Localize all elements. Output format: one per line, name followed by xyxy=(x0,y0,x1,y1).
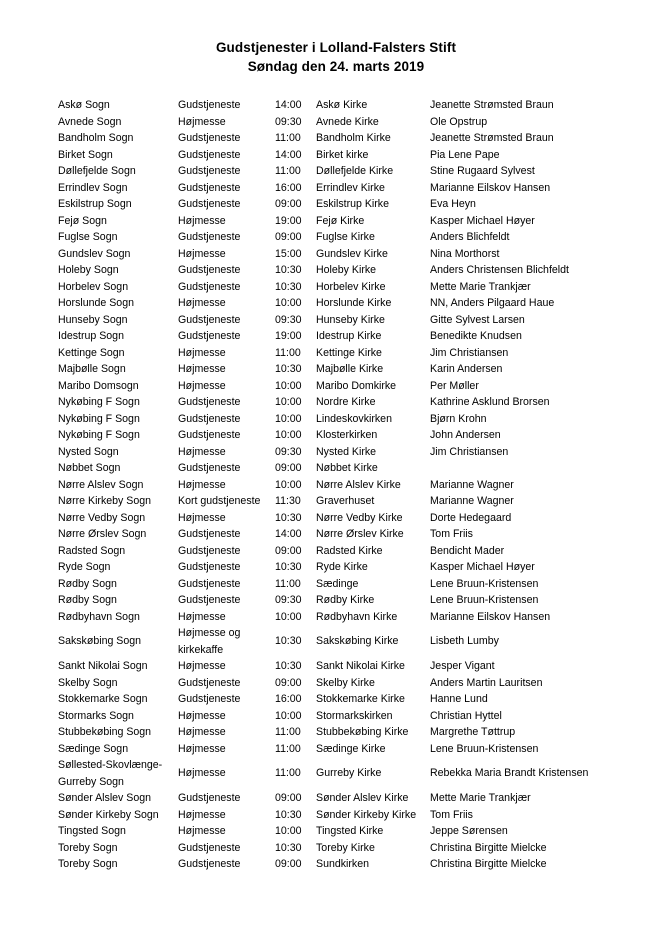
cell-time: 10:30 xyxy=(275,363,302,375)
cell-priest: Jeanette Strømsted Braun xyxy=(430,132,554,144)
cell-time: 09:30 xyxy=(275,445,302,458)
cell-priest: Pia Lene Pape xyxy=(430,148,500,161)
cell-parish: Døllefjelde Sogn xyxy=(58,165,136,177)
table-row xyxy=(58,163,658,180)
cell-parish: Idestrup Sogn xyxy=(58,330,124,342)
cell-church: Klosterkirken xyxy=(316,429,378,441)
cell-parish: Stormarks Sogn xyxy=(58,709,134,722)
cell-service: Højmesse xyxy=(178,346,226,359)
cell-priest xyxy=(430,460,658,477)
cell-parish: Nykøbing F Sogn xyxy=(58,396,140,408)
cell-service: Gudstjeneste xyxy=(178,165,241,177)
cell-service: Højmesse xyxy=(178,297,226,309)
cell-priest: Jim Christiansen xyxy=(430,445,509,458)
cell-service: Gudstjeneste xyxy=(178,792,241,804)
cell-parish: Majbølle Sogn xyxy=(58,363,126,375)
cell-time: 10:00 xyxy=(275,429,302,441)
cell-priest: John Andersen xyxy=(430,429,501,441)
cell-priest: Margrethe Tøttrup xyxy=(430,726,516,738)
table-row xyxy=(58,708,658,725)
cell-priest: Marianne Eilskov Hansen xyxy=(430,610,551,623)
table-row xyxy=(58,180,658,197)
cell-service: Gudstjeneste xyxy=(178,280,241,293)
cell-time: 10:00 xyxy=(275,297,302,309)
cell-priest: Benedikte Knudsen xyxy=(430,330,522,342)
cell-time: 10:30 xyxy=(275,561,302,573)
cell-time: 10:00 xyxy=(275,709,302,722)
cell-priest: Kasper Michael Høyer xyxy=(430,561,535,573)
cell-church: Nøbbet Kirke xyxy=(316,462,378,474)
cell-church: Avnede Kirke xyxy=(316,115,379,128)
cell-parish: Gundslev Sogn xyxy=(58,247,131,260)
cell-service: Gudstjeneste xyxy=(178,561,241,573)
cell-church: Sønder Alslev Kirke xyxy=(316,792,409,804)
table-row xyxy=(58,807,658,824)
cell-church: Askø Kirke xyxy=(316,99,368,111)
cell-time: 11:00 xyxy=(275,726,301,738)
cell-service: Højmesse xyxy=(178,478,226,491)
cell-service: Gudstjeneste xyxy=(178,330,241,342)
schedule-table-body xyxy=(58,97,658,873)
cell-church: Hunseby Kirke xyxy=(316,313,385,326)
document-header xyxy=(0,0,672,76)
cell-parish: Skelby Sogn xyxy=(58,676,118,689)
cell-church: Eskilstrup Kirke xyxy=(316,198,389,210)
cell-priest: Jim Christiansen xyxy=(430,346,509,359)
table-row xyxy=(58,460,658,477)
table-row xyxy=(58,625,658,658)
cell-parish: Birket Sogn xyxy=(58,148,113,161)
cell-service: Gudstjeneste xyxy=(178,528,241,540)
cell-parish: Sønder Alslev Sogn xyxy=(58,792,152,804)
cell-service: Gudstjeneste xyxy=(178,99,241,111)
cell-service: Højmesse xyxy=(178,511,226,524)
cell-service: Højmesse xyxy=(178,379,226,392)
cell-time: 10:30 xyxy=(275,808,302,821)
cell-priest: Bendicht Mader xyxy=(430,544,505,557)
cell-priest: Anders Christensen Blichfeldt xyxy=(430,264,569,276)
cell-priest: Anders Martin Lauritsen xyxy=(430,676,543,689)
cell-service: Gudstjeneste xyxy=(178,396,241,408)
cell-priest: Tom Friis xyxy=(430,808,473,821)
cell-service: Gudstjeneste xyxy=(178,693,241,705)
table-row xyxy=(58,312,658,329)
cell-priest: Lisbeth Lumby xyxy=(430,635,499,648)
cell-priest: Christina Birgitte Mielcke xyxy=(430,858,547,870)
table-row xyxy=(58,378,658,395)
cell-parish: Sædinge Sogn xyxy=(58,742,129,755)
cell-time: 14:00 xyxy=(275,528,302,540)
cell-time: 10:30 xyxy=(275,841,302,854)
cell-church: Graverhuset xyxy=(316,495,375,507)
cell-time: 09:00 xyxy=(275,231,302,243)
cell-time: 19:00 xyxy=(275,214,302,227)
cell-service: Gudstjeneste xyxy=(178,264,241,276)
cell-service: Højmesse xyxy=(178,767,226,780)
cell-service: Højmesse xyxy=(178,115,226,128)
cell-church: Sædinge Kirke xyxy=(316,742,386,755)
cell-time: 10:30 xyxy=(275,511,302,524)
cell-church: Tingsted Kirke xyxy=(316,825,384,837)
cell-time: 10:00 xyxy=(275,396,302,408)
cell-parish: Stokkemarke Sogn xyxy=(58,693,148,705)
cell-service: Højmesse xyxy=(178,247,226,260)
cell-parish: Sankt Nikolai Sogn xyxy=(58,660,148,672)
cell-priest: Gitte Sylvest Larsen xyxy=(430,313,525,326)
table-row xyxy=(58,213,658,230)
cell-service: Gudstjeneste xyxy=(178,858,241,870)
cell-parish: Nørre Alslev Sogn xyxy=(58,478,144,491)
cell-priest: Eva Heyn xyxy=(430,198,476,210)
cell-parish: Errindlev Sogn xyxy=(58,181,128,194)
cell-time: 10:30 xyxy=(275,660,302,672)
table-row xyxy=(58,361,658,378)
cell-service: Højmesse xyxy=(178,214,226,227)
cell-church: Idestrup Kirke xyxy=(316,330,382,342)
cell-parish: Bandholm Sogn xyxy=(58,132,134,144)
cell-time: 14:00 xyxy=(275,99,302,111)
cell-church: Nørre Vedby Kirke xyxy=(316,511,403,524)
cell-priest: Nina Morthorst xyxy=(430,247,500,260)
cell-church: Skelby Kirke xyxy=(316,676,375,689)
cell-parish: Sønder Kirkeby Sogn xyxy=(58,808,159,821)
cell-service: Kort gudstjeneste xyxy=(178,495,261,507)
cell-parish: Holeby Sogn xyxy=(58,264,119,276)
cell-church: Horbelev Kirke xyxy=(316,280,386,293)
cell-priest: Marianne Wagner xyxy=(430,478,514,491)
cell-time: 16:00 xyxy=(275,181,302,194)
cell-church: Sundkirken xyxy=(316,858,369,870)
schedule-container xyxy=(0,97,672,873)
cell-service: Højmesse xyxy=(178,808,226,821)
cell-church: Maribo Domkirke xyxy=(316,379,397,392)
cell-time: 09:30 xyxy=(275,115,302,128)
cell-parish: Stubbekøbing Sogn xyxy=(58,726,152,738)
cell-priest: Mette Marie Trankjær xyxy=(430,280,531,293)
cell-time: 09:00 xyxy=(275,198,302,210)
cell-time: 10:00 xyxy=(275,379,302,392)
cell-priest: Stine Rugaard Sylvest xyxy=(430,165,535,177)
cell-time: 19:00 xyxy=(275,330,302,342)
table-row xyxy=(58,691,658,708)
table-row xyxy=(58,411,658,428)
cell-service: Gudstjeneste xyxy=(178,429,241,441)
cell-priest: Christina Birgitte Mielcke xyxy=(430,841,547,854)
cell-priest: Dorte Hedegaard xyxy=(430,511,512,524)
cell-parish: Horslunde Sogn xyxy=(58,297,134,309)
table-row xyxy=(58,840,658,857)
table-row xyxy=(58,823,658,840)
cell-time: 11:00 xyxy=(275,742,301,755)
cell-church: Stokkemarke Kirke xyxy=(316,693,405,705)
cell-service: Gudstjeneste xyxy=(178,181,241,194)
cell-priest: Lene Bruun-Kristensen xyxy=(430,577,539,590)
cell-priest: Bjørn Krohn xyxy=(430,412,487,425)
cell-priest: Jeanette Strømsted Braun xyxy=(430,99,554,111)
cell-service: Gudstjeneste xyxy=(178,676,241,689)
cell-time: 10:00 xyxy=(275,825,302,837)
cell-priest: Kasper Michael Høyer xyxy=(430,214,535,227)
cell-church: Sakskøbing Kirke xyxy=(316,635,399,648)
cell-time: 10:30 xyxy=(275,635,302,648)
cell-service: Gudstjeneste xyxy=(178,412,241,425)
cell-parish: Nørre Vedby Sogn xyxy=(58,511,146,524)
cell-parish: Nykøbing F Sogn xyxy=(58,412,140,425)
cell-time: 11:00 xyxy=(275,577,301,590)
cell-service: Højmesse xyxy=(178,726,226,738)
table-row xyxy=(58,295,658,312)
cell-parish: Kettinge Sogn xyxy=(58,346,125,359)
cell-parish: Søllested-Skovlænge-Gurreby Sogn xyxy=(58,759,163,788)
cell-church: Radsted Kirke xyxy=(316,544,383,557)
cell-time: 11:00 xyxy=(275,165,301,177)
cell-service: Gudstjeneste xyxy=(178,198,241,210)
table-row xyxy=(58,609,658,626)
cell-parish: Avnede Sogn xyxy=(58,115,122,128)
cell-priest: Lene Bruun-Kristensen xyxy=(430,742,539,755)
cell-church: Birket kirke xyxy=(316,148,369,161)
cell-church: Nysted Kirke xyxy=(316,445,377,458)
table-row xyxy=(58,559,658,576)
cell-parish: Radsted Sogn xyxy=(58,544,126,557)
cell-church: Rødby Kirke xyxy=(316,594,375,606)
cell-service: Højmesse xyxy=(178,709,226,722)
cell-church: Rødbyhavn Kirke xyxy=(316,610,398,623)
page-title: Gudstjenester i Lolland-Falsters Stift xyxy=(215,40,457,55)
cell-time: 09:30 xyxy=(275,313,302,326)
table-row xyxy=(58,493,658,510)
cell-parish: Ryde Sogn xyxy=(58,561,111,573)
table-row xyxy=(58,856,658,873)
table-row xyxy=(58,477,658,494)
cell-priest: Ole Opstrup xyxy=(430,115,488,128)
table-row xyxy=(58,510,658,527)
cell-time: 10:00 xyxy=(275,478,302,491)
table-row xyxy=(58,543,658,560)
cell-church: Stormarkskirken xyxy=(316,709,393,722)
cell-parish: Fejø Sogn xyxy=(58,214,107,227)
table-row xyxy=(58,444,658,461)
table-row xyxy=(58,196,658,213)
cell-parish: Nørre Kirkeby Sogn xyxy=(58,495,152,507)
cell-time: 11:00 xyxy=(275,132,301,144)
cell-parish: Fuglse Sogn xyxy=(58,231,118,243)
cell-time: 10:00 xyxy=(275,610,302,623)
cell-parish: Toreby Sogn xyxy=(58,858,118,870)
cell-service: Gudstjeneste xyxy=(178,841,241,854)
cell-time: 16:00 xyxy=(275,693,302,705)
cell-church: Majbølle Kirke xyxy=(316,363,384,375)
cell-time: 09:00 xyxy=(275,676,302,689)
table-row xyxy=(58,675,658,692)
cell-service: Gudstjeneste xyxy=(178,132,241,144)
cell-time: 15:00 xyxy=(275,247,302,260)
cell-service: Højmesse xyxy=(178,445,226,458)
table-row xyxy=(58,246,658,263)
table-row xyxy=(58,741,658,758)
cell-church: Ryde Kirke xyxy=(316,561,368,573)
cell-church: Holeby Kirke xyxy=(316,264,377,276)
cell-parish: Askø Sogn xyxy=(58,99,110,111)
cell-church: Kettinge Kirke xyxy=(316,346,382,359)
table-row xyxy=(58,97,658,114)
table-row xyxy=(58,328,658,345)
table-row xyxy=(58,757,658,790)
cell-service: Gudstjeneste xyxy=(178,462,241,474)
cell-parish: Nøbbet Sogn xyxy=(58,462,121,474)
cell-priest: Marianne Wagner xyxy=(430,495,514,507)
cell-time: 14:00 xyxy=(275,148,302,161)
cell-church: Nørre Ørslev Kirke xyxy=(316,528,404,540)
cell-church: Stubbekøbing Kirke xyxy=(316,726,409,738)
cell-priest: Jesper Vigant xyxy=(430,660,495,672)
cell-church: Gundslev Kirke xyxy=(316,247,388,260)
cell-time: 09:00 xyxy=(275,462,302,474)
table-row xyxy=(58,345,658,362)
table-row xyxy=(58,658,658,675)
table-row xyxy=(58,576,658,593)
table-row xyxy=(58,147,658,164)
cell-time: 11:00 xyxy=(275,767,301,780)
cell-time: 09:00 xyxy=(275,544,302,557)
cell-parish: Nørre Ørslev Sogn xyxy=(58,528,147,540)
table-row xyxy=(58,526,658,543)
service-schedule-table xyxy=(58,97,658,873)
cell-service: Gudstjeneste xyxy=(178,544,241,557)
cell-priest: Marianne Eilskov Hansen xyxy=(430,181,551,194)
table-row xyxy=(58,394,658,411)
cell-service: Gudstjeneste xyxy=(178,313,241,326)
table-row xyxy=(58,592,658,609)
cell-church: Errindlev Kirke xyxy=(316,181,385,194)
cell-service: Højmesse og kirkekaffe xyxy=(178,627,241,656)
cell-service: Gudstjeneste xyxy=(178,231,241,243)
cell-church: Sønder Kirkeby Kirke xyxy=(316,808,417,821)
cell-service: Højmesse xyxy=(178,742,226,755)
cell-priest: Rebekka Maria Brandt Kristensen xyxy=(430,767,589,780)
cell-church: Horslunde Kirke xyxy=(316,297,392,309)
cell-service: Højmesse xyxy=(178,660,226,672)
page-subtitle: Søndag den 24. marts 2019 xyxy=(247,59,425,74)
cell-church: Sædinge xyxy=(316,577,359,590)
cell-church: Gurreby Kirke xyxy=(316,767,382,780)
cell-church: Fejø Kirke xyxy=(316,214,365,227)
cell-priest: Kathrine Asklund Brorsen xyxy=(430,396,550,408)
table-row xyxy=(58,229,658,246)
cell-parish: Sakskøbing Sogn xyxy=(58,635,142,648)
cell-time: 10:30 xyxy=(275,280,302,293)
table-row xyxy=(58,790,658,807)
cell-priest: Karin Andersen xyxy=(430,363,503,375)
cell-priest: Hanne Lund xyxy=(430,693,488,705)
cell-time: 09:00 xyxy=(275,858,302,870)
cell-parish: Hunseby Sogn xyxy=(58,313,128,326)
cell-priest: Tom Friis xyxy=(430,528,473,540)
cell-church: Nordre Kirke xyxy=(316,396,376,408)
cell-service: Højmesse xyxy=(178,363,226,375)
cell-church: Lindeskovkirken xyxy=(316,412,392,425)
cell-service: Gudstjeneste xyxy=(178,148,241,161)
table-row xyxy=(58,427,658,444)
cell-time: 10:30 xyxy=(275,264,302,276)
cell-parish: Toreby Sogn xyxy=(58,841,118,854)
cell-priest: NN, Anders Pilgaard Haue xyxy=(430,297,555,309)
table-row xyxy=(58,279,658,296)
cell-church: Fuglse Kirke xyxy=(316,231,375,243)
cell-priest: Per Møller xyxy=(430,379,479,392)
cell-priest: Jeppe Sørensen xyxy=(430,825,508,837)
cell-service: Gudstjeneste xyxy=(178,594,241,606)
cell-parish: Tingsted Sogn xyxy=(58,825,126,837)
cell-service: Gudstjeneste xyxy=(178,577,241,590)
cell-priest: Christian Hyttel xyxy=(430,709,502,722)
cell-parish: Nysted Sogn xyxy=(58,445,119,458)
cell-church: Toreby Kirke xyxy=(316,841,375,854)
cell-time: 11:00 xyxy=(275,346,301,359)
table-row xyxy=(58,724,658,741)
table-row xyxy=(58,130,658,147)
cell-church: Nørre Alslev Kirke xyxy=(316,478,401,491)
cell-priest: Mette Marie Trankjær xyxy=(430,792,531,804)
cell-church: Sankt Nikolai Kirke xyxy=(316,660,405,672)
cell-time: 11:30 xyxy=(275,495,301,507)
cell-service: Højmesse xyxy=(178,610,226,623)
cell-church: Døllefjelde Kirke xyxy=(316,165,394,177)
cell-parish: Rødby Sogn xyxy=(58,577,117,590)
cell-parish: Maribo Domsogn xyxy=(58,379,139,392)
table-row xyxy=(58,114,658,131)
cell-priest: Lene Bruun-Kristensen xyxy=(430,594,539,606)
cell-time: 09:30 xyxy=(275,594,302,606)
cell-priest: Anders Blichfeldt xyxy=(430,231,510,243)
cell-parish: Rødby Sogn xyxy=(58,594,117,606)
cell-parish: Horbelev Sogn xyxy=(58,280,129,293)
cell-time: 10:00 xyxy=(275,412,302,425)
cell-church: Bandholm Kirke xyxy=(316,132,391,144)
cell-time: 09:00 xyxy=(275,792,302,804)
cell-service: Højmesse xyxy=(178,825,226,837)
cell-parish: Eskilstrup Sogn xyxy=(58,198,132,210)
table-row xyxy=(58,262,658,279)
cell-parish: Rødbyhavn Sogn xyxy=(58,610,140,623)
cell-parish: Nykøbing F Sogn xyxy=(58,429,140,441)
